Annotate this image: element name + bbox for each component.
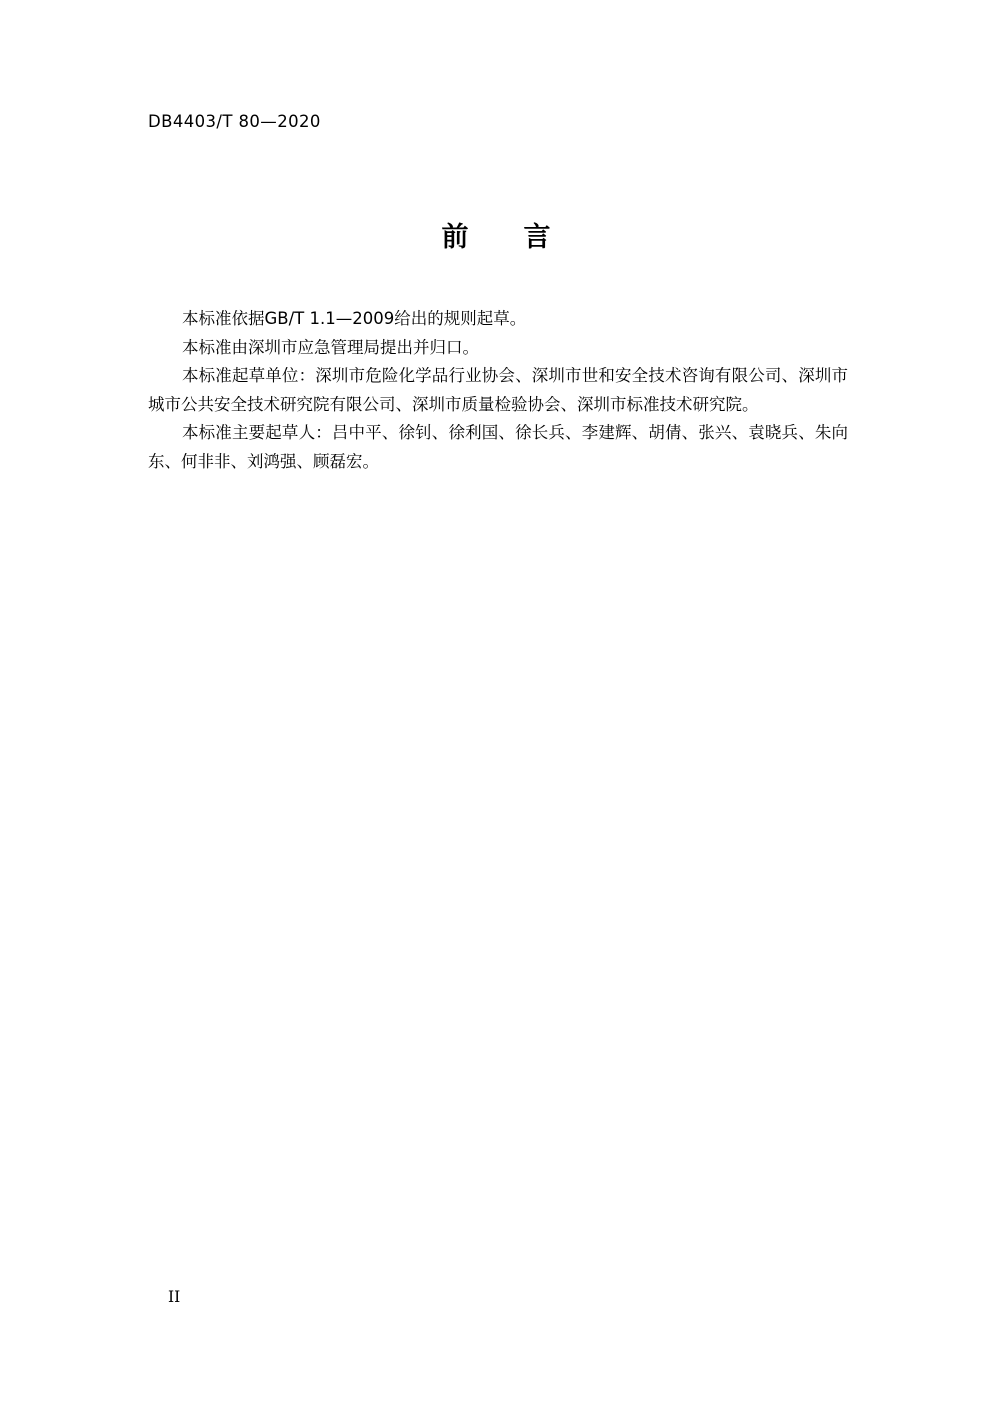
standard-code-header: DB4403/T 80—2020 xyxy=(148,112,321,131)
foreword-body xyxy=(148,305,848,476)
paragraph: 本标准依据GB/T 1.1—2009给出的规则起草。 xyxy=(182,309,527,328)
paragraph: 本标准起草单位：深圳市危险化学品行业协会、深圳市世和安全技术咨询有限公司、深圳市城市公共安全技术研究院有限公司、深圳市质量检验协会、深圳市标准技术研究院。 xyxy=(148,366,848,414)
page-title: 前 言 xyxy=(441,222,565,253)
page-number: II xyxy=(168,1288,181,1306)
paragraph: 本标准主要起草人：吕中平、徐钊、徐利国、徐长兵、李建辉、胡倩、张兴、袁晓兵、朱向东、何非非、刘鸿强、顾磊宏。 xyxy=(148,423,848,471)
paragraph: 本标准由深圳市应急管理局提出并归口。 xyxy=(182,337,479,357)
